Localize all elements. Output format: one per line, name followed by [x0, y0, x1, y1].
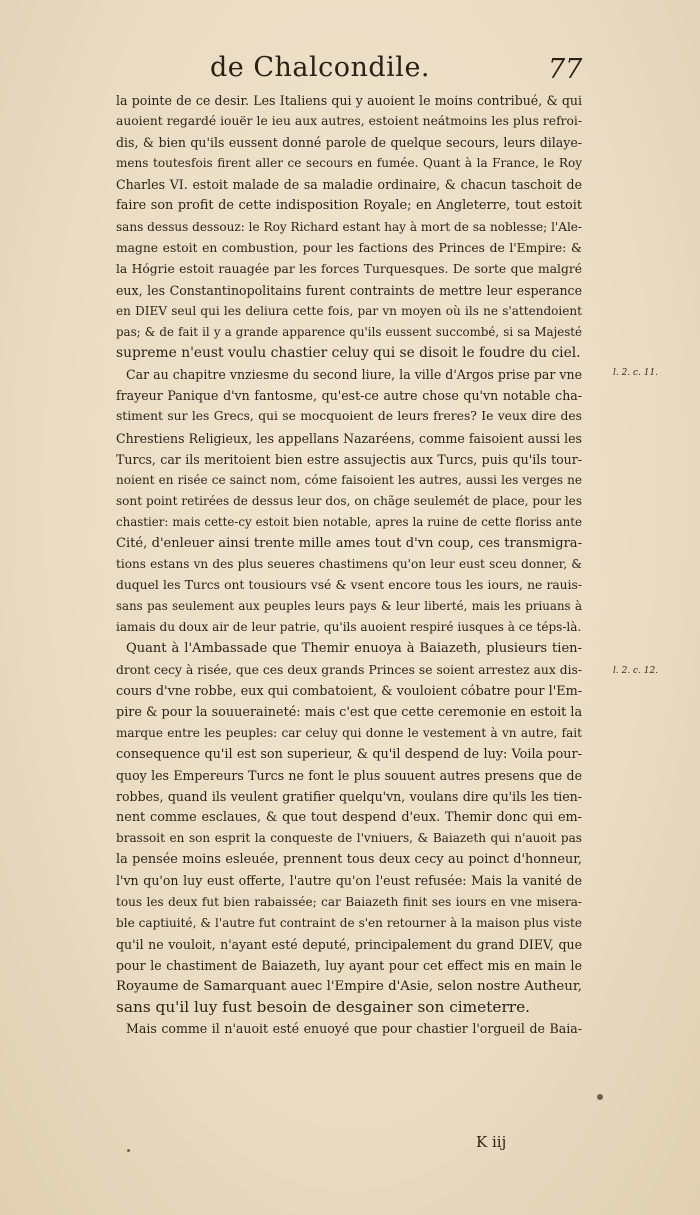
text-line: quoy les Empereurs Turcs ne font le plus souuent autres presens que de — [116, 768, 582, 783]
text-line: supreme n'eust voulu chastier celuy qui se disoit le foudre du ciel. — [116, 345, 581, 362]
text-line: sans pas seulement aux peuples leurs pays & leur liberté, mais les priuans à — [116, 599, 582, 614]
text-line: robbes, quand ils veulent gratifier quelqu'vn, voulans dire qu'ils les tien- — [116, 789, 582, 805]
text-line: chastier: mais cette-cy estoit bien notable, apres la ruine de cette floriss ante — [116, 514, 582, 529]
text-line: tions estans vn des plus seueres chastimens qu'on leur eust sceu donner, & — [116, 557, 582, 572]
text-line: consequence qu'il est son superieur, & qu'il despend de luy: Voila pour- — [116, 746, 582, 762]
text-line: frayeur Panique d'vn fantosme, qu'est-ce autre chose qu'vn notable cha- — [116, 388, 582, 404]
text-line: sont point retirées de dessus leur dos, on chãge seulemét de place, pour les — [116, 493, 582, 508]
text-line: pour le chastiment de Baiazeth, luy ayant pour cet effect mis en main le — [116, 957, 582, 973]
text-line: noient en risée ce sainct nom, cóme faisoient les autres, aussi les verges ne — [116, 472, 582, 487]
text-line: Car au chapitre vnziesme du second liure, la ville d'Argos prise par vne — [126, 367, 582, 383]
text-line: qu'il ne vouloit, n'ayant esté deputé, principalement du grand DIEV, que — [116, 936, 582, 952]
running-title: de Chalcondile. — [210, 52, 431, 83]
text-line: marque entre les peuples: car celuy qui donne le vestement à vn autre, fait — [116, 725, 582, 740]
text-line: pas; & de fait il y a grande apparence qu'ils eussent succombé, si sa Majesté — [116, 325, 582, 340]
ink-spot — [127, 1149, 130, 1152]
text-line: auoient regardé iouër le ieu aux autres, estoient neátmoins les plus refroi- — [116, 114, 582, 129]
text-line: la pointe de ce desir. Les Italiens qui y auoient le moins contribué, & qui — [116, 93, 582, 108]
text-line: l'vn qu'on luy eust offerte, l'autre qu'on l'eust refusée: Mais la vanité de — [116, 873, 582, 889]
text-line: la Hógrie estoit rauagée par les forces Turquesques. De sorte que malgré — [116, 261, 582, 276]
marginal-note: l. 2. c. 12. — [613, 666, 659, 676]
text-line: eux, les Constantinopolitains furent contraints de mettre leur esperance — [116, 282, 582, 298]
text-line: duquel les Turcs ont tousiours vsé & vsent encore tous les iours, ne rauis- — [116, 578, 582, 593]
text-line: pire & pour la souueraineté: mais c'est que cette ceremonie en estoit la — [116, 704, 583, 720]
text-line: Turcs, car ils meritoient bien estre assujectis aux Turcs, puis qu'ils tour- — [116, 451, 582, 467]
text-line: dis, & bien qu'ils eussent donné parole de quelque secours, leurs dilaye- — [116, 135, 582, 151]
text-line: tous les deux fut bien rabaissée; car Baiazeth finit ses iours en vne misera- — [116, 894, 582, 909]
text-line: mens toutesfois firent aller ce secours en fumée. Quant à la France, le Roy — [116, 156, 582, 171]
text-line: Charles VI. estoit malade de sa maladie ordinaire, & chacun taschoit de — [116, 177, 582, 193]
body-text — [116, 90, 582, 1039]
text-line: Cité, d'enleuer ainsi trente mille ames tout d'vn coup, ces transmigra- — [116, 535, 582, 551]
signature-mark: K iij — [476, 1133, 507, 1151]
text-line: Quant à l'Ambassade que Themir enuoya à Baiazeth, plusieurs tien- — [126, 641, 582, 657]
text-line: sans qu'il luy fust besoin de desgainer son cimeterre. — [116, 998, 530, 1017]
text-line: ble captiuité, & l'autre fut contraint de s'en retourner à la maison plus viste — [116, 915, 582, 930]
text-line: nent comme esclaues, & que tout despend d'eux. Themir donc qui em- — [116, 810, 582, 826]
text-line: la pensée moins esleuée, prennent tous deux cecy au poinct d'honneur, — [116, 852, 582, 868]
text-line: Royaume de Samarquant auec l'Empire d'Asie, selon nostre Autheur, — [116, 978, 582, 994]
text-line: Chrestiens Religieux, les appellans Nazaréens, comme faisoient aussi les — [116, 430, 582, 446]
text-line: faire son profit de cette indisposition Royale; en Angleterre, tout estoit — [116, 198, 582, 214]
text-line: en DIEV seul qui les deliura cette fois, par vn moyen où ils ne s'attendoient — [116, 303, 582, 318]
text-line: sans dessus dessouz: le Roy Richard estant hay à mort de sa noblesse; l'Ale- — [116, 219, 582, 234]
text-line: iamais du doux air de leur patrie, qu'ils auoient respiré iusques à ce téps-là. — [116, 620, 582, 635]
page-number: 77 — [548, 54, 583, 85]
text-line: cours d'vne robbe, eux qui combatoient, & vouloient cóbatre pour l'Em- — [116, 683, 583, 699]
text-line: stiment sur les Grecs, qui se mocquoient de leurs freres? Ie veux dire des — [116, 409, 582, 424]
text-line: Mais comme il n'auoit esté enuoyé que pour chastier l'orgueil de Baia- — [126, 1021, 582, 1037]
ink-spot — [597, 1094, 603, 1100]
text-line: brassoit en son esprit la conqueste de l'vniuers, & Baiazeth qui n'auoit pas — [116, 831, 582, 846]
text-line: magne estoit en combustion, pour les factions des Princes de l'Empire: & — [116, 240, 582, 255]
text-line: dront cecy à risée, que ces deux grands Princes se soient arrestez aux dis- — [116, 662, 582, 677]
marginal-note: l. 2. c. 11. — [613, 368, 659, 378]
